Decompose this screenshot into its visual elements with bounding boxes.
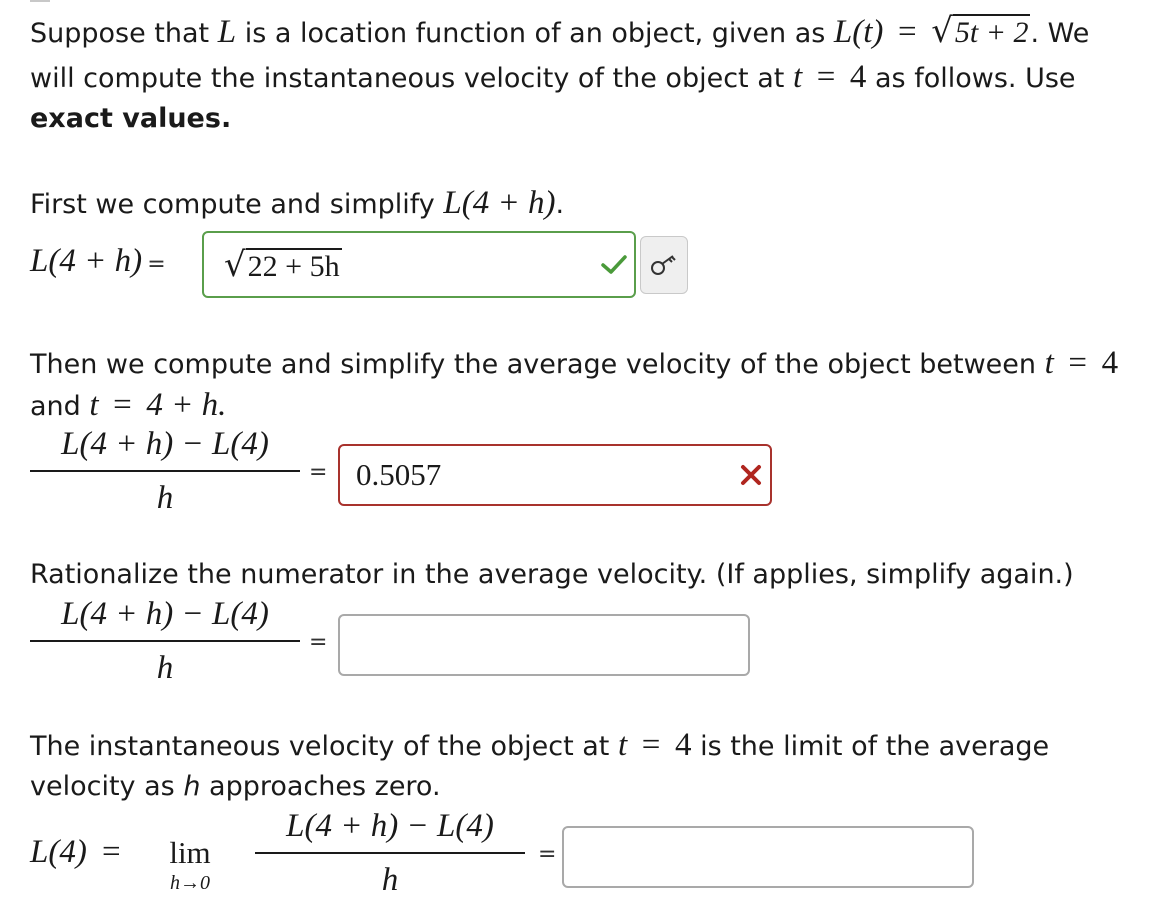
step1-text: First we compute and simplify [30,189,435,220]
equals-sign: = [538,842,557,867]
step4-fraction [255,806,525,900]
step2-prompt-line-2 [30,383,226,429]
intro-text: as follows. Use [875,63,1076,94]
key-button[interactable] [640,236,688,294]
lim-text: lim [169,835,211,870]
sqrt-answer [224,244,342,285]
step4-text: velocity as [30,771,175,802]
step2-text: Then we compute and simplify the average velocity of the object between [30,349,1037,380]
top-divider [30,0,50,2]
math-equals: = [816,59,836,95]
math-t: t [792,59,803,95]
fraction-numerator: L(4 + h) − L(4) [286,808,494,844]
step3-prompt: Rationalize the numerator in the average velocity. (If applies, simplify again.) [30,559,1074,590]
intro-text: is a location function of an object, given as [244,18,826,49]
step4-text: The instantaneous velocity of the object at [30,731,610,762]
step2-prompt-line-1 [30,341,1118,387]
step1-prompt [30,181,564,227]
sqrt-sign: √ [224,244,246,285]
math-L-4-plus-h: L(4 + h) [443,185,556,221]
math-equals: = [101,834,121,870]
step4-text: approaches zero. [209,771,441,802]
limit-operator [160,834,220,895]
math-L-4-plus-h: L(4 + h) [30,243,143,279]
math-equals: = [641,727,661,763]
equals-sign: = [309,460,328,485]
step1-answer-field[interactable] [202,231,636,298]
equals-sign: = [309,630,328,655]
intro-text: Suppose that [30,18,210,49]
fraction-denominator: h [156,480,174,516]
step1-lhs [30,243,166,280]
equals-sign: = [147,252,166,277]
step4-prompt-line-1 [30,723,1049,769]
math-equals: = [1068,345,1087,381]
step3-fraction [30,594,300,688]
intro-line-2 [30,55,1076,101]
step2-answer-value: 0.5057 [356,457,442,492]
fraction-bar [255,852,525,854]
math-equals: = [898,14,917,50]
math-4-plus-h: 4 + h. [146,387,227,423]
math-t: t [617,727,628,763]
step2-text: and [30,391,81,422]
intro-text: . We [1030,18,1090,49]
step4-text: is the limit of the average [700,731,1050,762]
sqrt-expression [931,11,1030,51]
step4-lhs [30,834,131,871]
step2-fraction [30,424,300,518]
answer-radicand: 22 + 5h [247,249,340,283]
check-icon [600,253,628,277]
math-4: 4 [849,59,867,95]
intro-line-3: exact values. [30,103,232,134]
math-L-of-4: L(4) [30,834,87,870]
step3-answer-field[interactable] [338,614,750,676]
intro-line-1 [30,10,1089,56]
cross-icon [740,464,762,486]
fraction-bar [30,640,300,642]
fraction-numerator: L(4 + h) − L(4) [61,596,269,632]
lim-subscript: h→0 [170,872,210,894]
radicand: 5t + 2 [954,16,1029,49]
fraction-denominator: h [381,862,399,898]
intro-text: will compute the instantaneous velocity of the object at [30,63,785,94]
step4-prompt-line-2 [30,765,441,809]
math-L-of-t: L(t) [833,14,884,50]
step4-answer-field[interactable] [562,826,974,888]
fraction-bar [30,470,300,472]
math-L: L [217,14,237,50]
key-icon [649,253,679,277]
math-t: t [89,387,99,423]
math-equals: = [113,387,132,423]
period: . [555,189,565,220]
fraction-denominator: h [156,650,174,686]
sqrt-sign: √ [931,11,953,51]
step2-answer-field[interactable] [338,444,772,506]
math-t: t [1044,345,1054,381]
math-4: 4 [1101,345,1119,381]
math-h: h [183,771,201,802]
math-4: 4 [674,727,692,763]
fraction-numerator: L(4 + h) − L(4) [61,426,269,462]
